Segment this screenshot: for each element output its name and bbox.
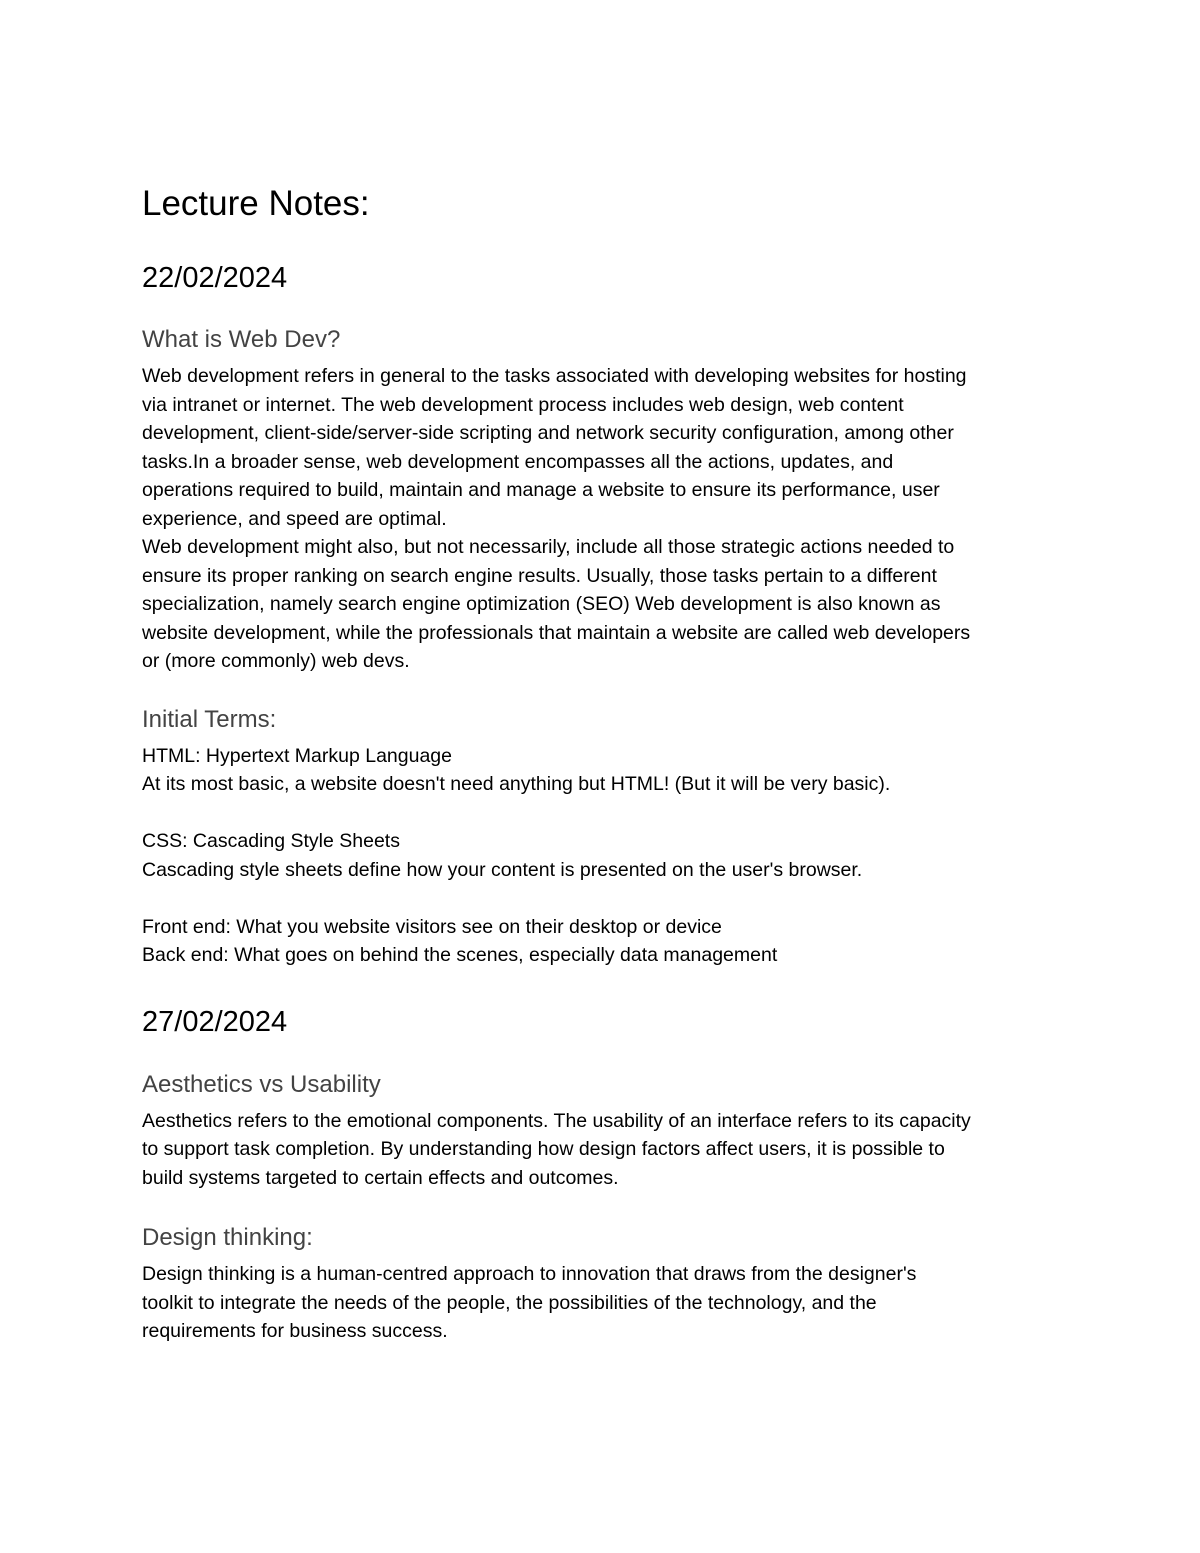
- text-line: build systems targeted to certain effects and outcomes.: [142, 1166, 619, 1189]
- document-title: Lecture Notes:: [142, 184, 370, 223]
- text-line: via intranet or internet. The web development process includes web design, web content: [142, 393, 904, 416]
- section-heading: Aesthetics vs Usability: [142, 1070, 381, 1098]
- text-line: to support task completion. By understanding how design factors affect users, it is possible to: [142, 1138, 945, 1160]
- text-line: ensure its proper ranking on search engine results. Usually, those tasks pertain to a different: [142, 564, 937, 587]
- paragraph: [142, 1260, 1072, 1346]
- text-line: or (more commonly) web devs.: [142, 650, 410, 672]
- text-line: Back end: What goes on behind the scenes, especially data management: [142, 944, 778, 966]
- text-line: Design thinking is a human-centred approach to innovation that draws from the designer's: [142, 1263, 917, 1285]
- text-line: tasks.In a broader sense, web development encompasses all the actions, updates, and: [142, 450, 894, 473]
- paragraph: [142, 742, 1072, 970]
- paragraph: [142, 1107, 1072, 1193]
- document-page: [142, 176, 1072, 1346]
- text-line: experience, and speed are optimal.: [142, 507, 447, 530]
- text-line: Web development refers in general to the tasks associated with developing websites for hosting: [142, 365, 967, 387]
- text-line: At its most basic, a website doesn't need anything but HTML! (But it will be very basic).: [142, 773, 891, 795]
- text-line: operations required to build, maintain and manage a website to ensure its performance, user: [142, 479, 940, 501]
- text-line: website development, while the professionals that maintain a website are called web developers: [142, 621, 971, 644]
- section-date: 22/02/2024: [142, 262, 288, 294]
- section-heading: Initial Terms:: [142, 705, 277, 733]
- text-line: specialization, namely search engine optimization (SEO) Web development is also known as: [142, 593, 941, 615]
- text-line: Web development might also, but not necessarily, include all those strategic actions needed to: [142, 536, 955, 558]
- paragraph: [142, 362, 1072, 676]
- text-line: CSS: Cascading Style Sheets: [142, 830, 400, 852]
- text-line: Aesthetics refers to the emotional components. The usability of an interface refers to its capacity: [142, 1109, 971, 1132]
- section-heading: What is Web Dev?: [142, 326, 341, 353]
- text-line: development, client-side/server-side scripting and network security configuration, among other: [142, 422, 954, 444]
- text-line: Front end: What you website visitors see on their desktop or device: [142, 915, 722, 938]
- text-line: HTML: Hypertext Markup Language: [142, 744, 452, 767]
- text-line: Cascading style sheets define how your content is presented on the user's browser.: [142, 858, 863, 881]
- section-heading: Design thinking:: [142, 1224, 313, 1251]
- text-line: requirements for business success.: [142, 1320, 448, 1342]
- text-line: toolkit to integrate the needs of the people, the possibilities of the technology, and the: [142, 1291, 877, 1314]
- section-date: 27/02/2024: [142, 1005, 288, 1038]
